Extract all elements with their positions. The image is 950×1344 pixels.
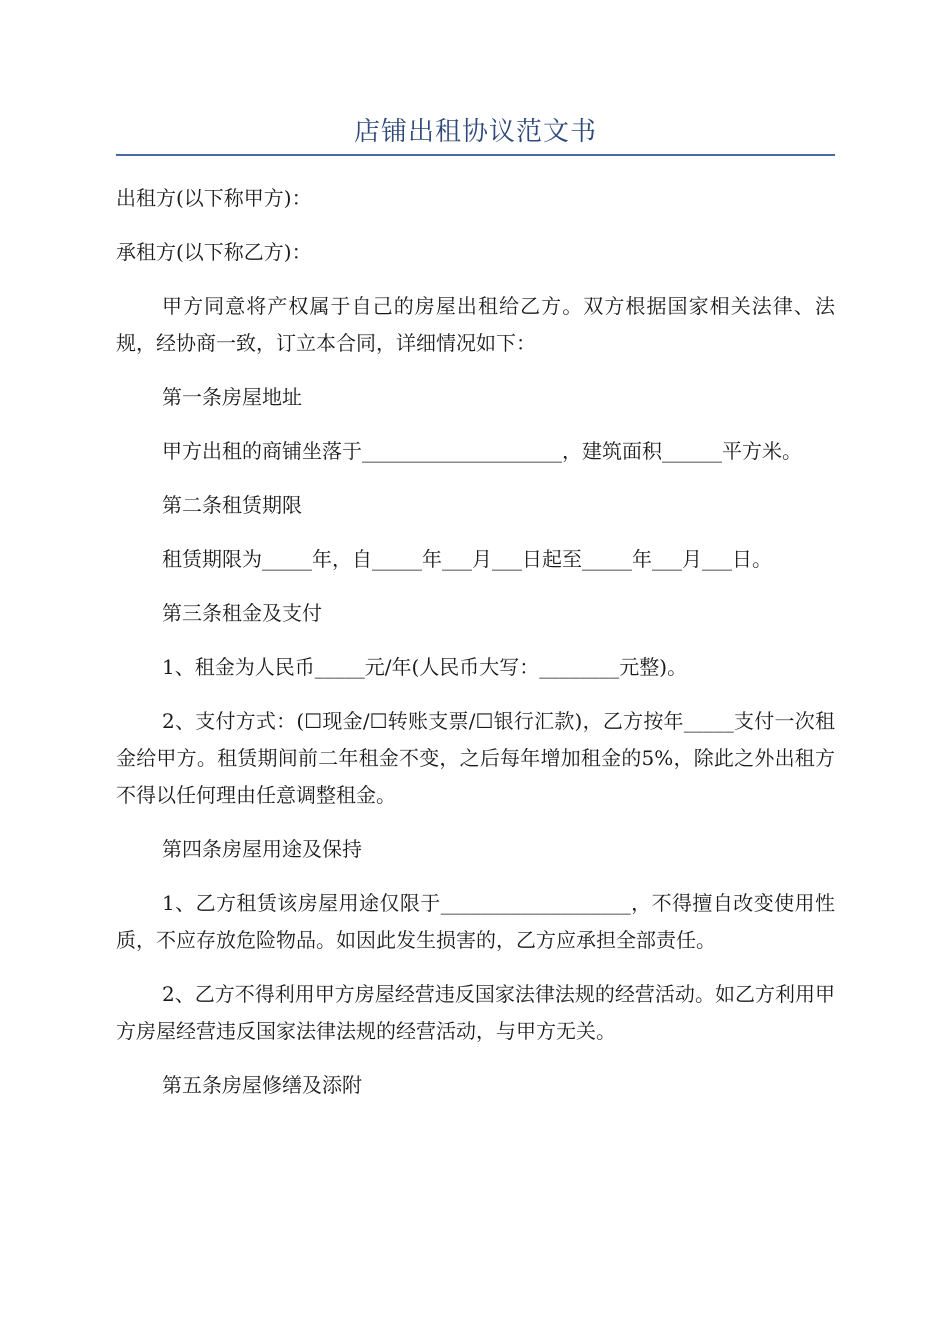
article-5-heading: 第五条房屋修缮及添附 xyxy=(162,1073,362,1097)
article-2-body: 租赁期限为_____年，自_____年___月___日起至_____年___月___日。 xyxy=(162,547,772,571)
paragraph-preamble: 甲方同意将产权属于自己的房屋出租给乙方。双方根据国家相关法律、法规，经协商一致，订立本合同，详细情况如下： xyxy=(116,294,835,355)
article-4-item-2: 2、乙方不得利用甲方房屋经营违反国家法律法规的经营活动。如乙方利用甲方房屋经营违反国家法律法规的经营活动，与甲方无关。 xyxy=(116,982,835,1043)
article-3-item-2: 2、支付方式：(☐现金/☐转账支票/☐银行汇款)，乙方按年_____支付一次租金给甲方。租赁期间前二年租金不变，之后每年增加租金的5%，除此之外出租方不得以任何理由任意调整租金。 xyxy=(116,709,835,807)
article-1-heading: 第一条房屋地址 xyxy=(162,385,302,409)
article-3-heading: 第三条租金及支付 xyxy=(162,601,322,625)
article-4-item-1: 1、乙方租赁该房屋用途仅限于___________________，不得擅自改变使用性质，不应存放危险物品。如因此发生损害的，乙方应承担全部责任。 xyxy=(116,891,835,952)
article-3-item-1: 1、租金为人民币_____元/年(人民币大写：________元整)。 xyxy=(162,655,688,679)
article-1-body: 甲方出租的商铺坐落于____________________，建筑面积______平方米。 xyxy=(162,439,802,463)
article-4-heading: 第四条房屋用途及保持 xyxy=(162,837,362,861)
document-title: 店铺出租协议范文书 xyxy=(353,117,597,147)
article-2-heading: 第二条租赁期限 xyxy=(162,493,302,517)
paragraph-lessee: 承租方(以下称乙方)： xyxy=(116,240,312,264)
paragraph-lessor: 出租方(以下称甲方)： xyxy=(116,186,312,210)
title-underline xyxy=(116,154,835,156)
document-body xyxy=(116,180,835,1121)
